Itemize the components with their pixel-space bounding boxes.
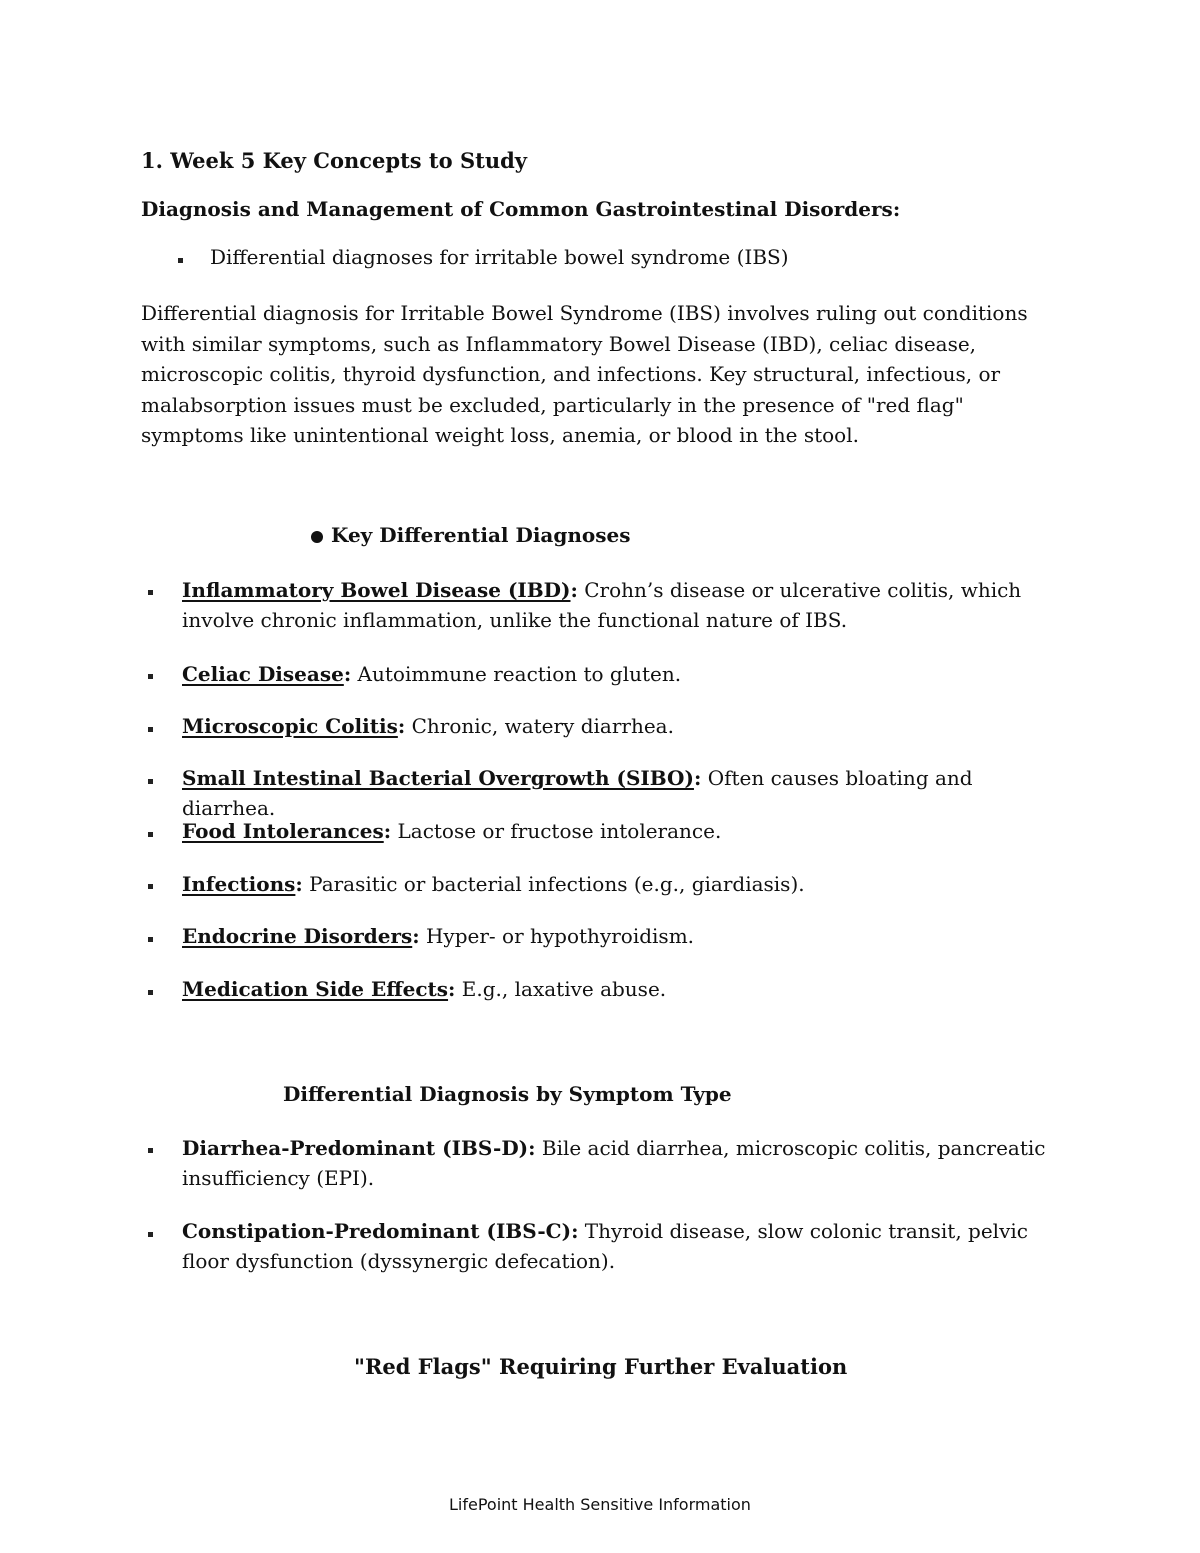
item-term: Diarrhea-Predominant (IBS-D): [182,1136,536,1160]
list-item [182,974,1062,1004]
item-description: Thyroid disease, slow colonic transit, pelvic floor dysfunction (dyssynergic defecation). [182,1219,1028,1273]
bullet-icon [178,258,183,263]
week-heading: 1. Week 5 Key Concepts to Study [141,148,527,173]
bullet-icon [148,727,153,732]
list-item [182,763,1062,823]
intro-bullet-text: Differential diagnoses for irritable bowel syndrome (IBS) [210,245,789,269]
item-description: Autoimmune reaction to gluten. [351,662,682,686]
item-colon: : [383,819,392,843]
bullet-icon [148,990,153,995]
bullet-icon [148,779,153,784]
item-colon: : [448,977,456,1001]
item-term: Food Intolerances [182,819,384,843]
item-term: Small Intestinal Bacterial Overgrowth (SIBO) [182,766,694,790]
bullet-icon [148,884,153,889]
key-differentials-heading: Key Differential Diagnoses [331,523,631,547]
bullet-icon [148,674,153,679]
item-term: Inflammatory Bowel Disease (IBD) [182,578,571,602]
bullet-icon [148,832,153,837]
item-term: Infections [182,872,296,896]
list-item [182,921,1062,951]
item-description: Lactose or fructose intolerance. [391,819,722,843]
item-colon: : [397,714,406,738]
item-colon: : [693,766,702,790]
item-term: Constipation-Predominant (IBS-C): [182,1219,579,1243]
list-item [182,711,1062,741]
item-description: Chronic, watery diarrhea. [405,714,674,738]
list-item [182,659,1062,689]
red-flags-heading: "Red Flags" Requiring Further Evaluation [354,1354,848,1379]
list-item [182,1133,1062,1193]
item-term: Microscopic Colitis [182,714,398,738]
item-term: Celiac Disease [182,662,344,686]
bullet-icon [148,590,153,595]
filled-circle-bullet-icon [311,531,323,543]
item-colon: : [295,872,303,896]
section-heading: Diagnosis and Management of Common Gastrointestinal Disorders: [141,197,901,221]
item-term: Endocrine Disorders [182,924,413,948]
intro-paragraph: Differential diagnosis for Irritable Bowel Syndrome (IBS) involves ruling out conditions with similar symptoms, such as Inflammatory Bowel Disease (IBD), celiac disease, microscopic colitis, thyroid dysfunction, and infections. Key structural, infectious, or malabsorption issues must be excluded, particularly in the presence of "red flag" symptoms like unintentional weight loss, anemia, or blood in the stool. [141,301,1028,447]
list-item [182,816,1062,846]
item-description: Crohn’s disease or ulcerative colitis, which involve chronic inflammation, unlike the functional nature of IBS. [182,578,1022,632]
item-colon: : [412,924,420,948]
list-item [182,869,1062,899]
item-colon: : [570,578,578,602]
item-colon: : [343,662,352,686]
bullet-icon [148,1232,153,1237]
list-item [182,575,1062,635]
symptom-type-heading: Differential Diagnosis by Symptom Type [283,1082,732,1106]
item-description: E.g., laxative abuse. [455,977,667,1001]
item-description: Often causes bloating and diarrhea. [182,766,973,820]
item-description: Parasitic or bacterial infections (e.g., giardiasis). [302,872,805,896]
item-description: Hyper- or hypothyroidism. [419,924,695,948]
bullet-icon [148,937,153,942]
item-description: Bile acid diarrhea, microscopic colitis, pancreatic insufficiency (EPI). [182,1136,1046,1190]
page-footer: LifePoint Health Sensitive Information [449,1495,751,1514]
item-term: Medication Side Effects [182,977,449,1001]
list-item [182,1216,1062,1276]
bullet-icon [148,1148,153,1153]
